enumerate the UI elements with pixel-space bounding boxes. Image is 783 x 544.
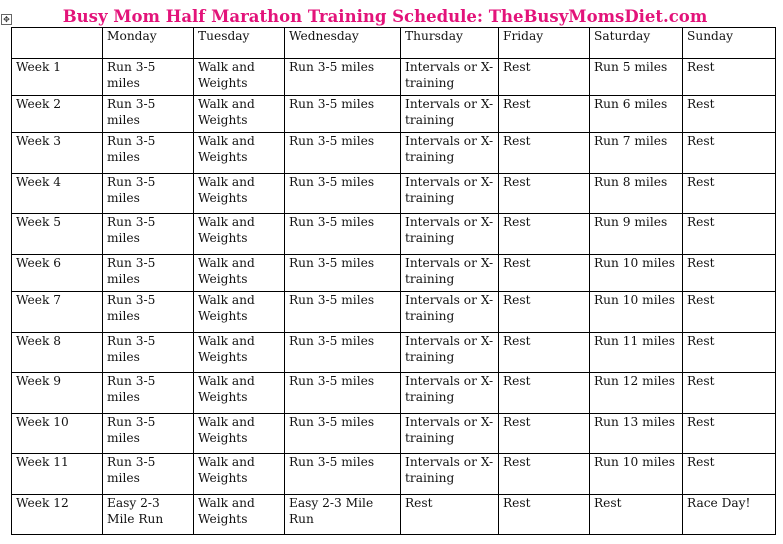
cell-monday: Run 3-5 miles <box>103 333 194 373</box>
cell-saturday: Run 10 miles <box>590 454 683 495</box>
cell-sunday: Rest <box>683 174 776 214</box>
cell-wednesday: Run 3-5 miles <box>285 214 401 255</box>
cell-thursday: Intervals or X-training <box>401 454 499 495</box>
cell-friday: Rest <box>499 495 590 535</box>
cell-saturday: Run 10 miles <box>590 255 683 292</box>
column-header-friday: Friday <box>499 28 590 59</box>
cell-sunday: Rest <box>683 59 776 96</box>
cell-tuesday: Walk and Weights <box>194 292 285 333</box>
cell-thursday: Intervals or X-training <box>401 133 499 174</box>
cell-sunday: Rest <box>683 214 776 255</box>
cell-sunday: Rest <box>683 454 776 495</box>
cell-thursday: Intervals or X-training <box>401 59 499 96</box>
header-row <box>12 28 776 59</box>
week-label-cell: Week 8 <box>12 333 103 373</box>
column-header-saturday: Saturday <box>590 28 683 59</box>
week-label-cell: Week 5 <box>12 214 103 255</box>
cell-friday: Rest <box>499 174 590 214</box>
cell-sunday: Rest <box>683 255 776 292</box>
cell-tuesday: Walk and Weights <box>194 133 285 174</box>
week-label-cell: Week 3 <box>12 133 103 174</box>
week-label-cell: Week 6 <box>12 255 103 292</box>
cell-friday: Rest <box>499 333 590 373</box>
cell-tuesday: Walk and Weights <box>194 214 285 255</box>
cell-monday: Easy 2-3 Mile Run <box>103 495 194 535</box>
cell-monday: Run 3-5 miles <box>103 255 194 292</box>
cell-tuesday: Walk and Weights <box>194 454 285 495</box>
cell-sunday: Rest <box>683 414 776 454</box>
table-row <box>12 373 776 414</box>
table-row <box>12 214 776 255</box>
training-schedule-table <box>11 27 776 535</box>
cell-sunday: Rest <box>683 373 776 414</box>
cell-monday: Run 3-5 miles <box>103 214 194 255</box>
cell-wednesday: Run 3-5 miles <box>285 174 401 214</box>
cell-monday: Run 3-5 miles <box>103 174 194 214</box>
cell-friday: Rest <box>499 414 590 454</box>
cell-friday: Rest <box>499 292 590 333</box>
table-row <box>12 59 776 96</box>
cell-thursday: Intervals or X-training <box>401 214 499 255</box>
cell-saturday: Run 6 miles <box>590 96 683 133</box>
cell-sunday: Rest <box>683 292 776 333</box>
cell-tuesday: Walk and Weights <box>194 59 285 96</box>
cell-saturday: Run 11 miles <box>590 333 683 373</box>
cell-tuesday: Walk and Weights <box>194 255 285 292</box>
column-header-tuesday: Tuesday <box>194 28 285 59</box>
cell-sunday: Rest <box>683 333 776 373</box>
schedule-body <box>12 59 776 535</box>
table-row <box>12 292 776 333</box>
cell-saturday: Run 12 miles <box>590 373 683 414</box>
cell-thursday: Intervals or X-training <box>401 373 499 414</box>
cell-saturday: Run 10 miles <box>590 292 683 333</box>
cell-tuesday: Walk and Weights <box>194 373 285 414</box>
cell-thursday: Intervals or X-training <box>401 333 499 373</box>
column-header-blank <box>12 28 103 59</box>
cell-sunday: Rest <box>683 133 776 174</box>
cell-friday: Rest <box>499 96 590 133</box>
cell-monday: Run 3-5 miles <box>103 59 194 96</box>
cell-saturday: Rest <box>590 495 683 535</box>
cell-saturday: Run 7 miles <box>590 133 683 174</box>
cell-tuesday: Walk and Weights <box>194 333 285 373</box>
column-header-monday: Monday <box>103 28 194 59</box>
cell-wednesday: Run 3-5 miles <box>285 373 401 414</box>
table-row <box>12 133 776 174</box>
table-row <box>12 333 776 373</box>
cell-thursday: Intervals or X-training <box>401 174 499 214</box>
cell-tuesday: Walk and Weights <box>194 174 285 214</box>
cell-tuesday: Walk and Weights <box>194 96 285 133</box>
cell-tuesday: Walk and Weights <box>194 414 285 454</box>
week-label-cell: Week 9 <box>12 373 103 414</box>
week-label-cell: Week 2 <box>12 96 103 133</box>
column-header-thursday: Thursday <box>401 28 499 59</box>
move-cross-icon[interactable]: ✥ <box>1 14 12 25</box>
cell-sunday: Rest <box>683 96 776 133</box>
cell-friday: Rest <box>499 373 590 414</box>
cell-monday: Run 3-5 miles <box>103 373 194 414</box>
cell-wednesday: Run 3-5 miles <box>285 255 401 292</box>
column-header-wednesday: Wednesday <box>285 28 401 59</box>
table-row <box>12 495 776 535</box>
cell-wednesday: Run 3-5 miles <box>285 333 401 373</box>
cell-friday: Rest <box>499 454 590 495</box>
cell-friday: Rest <box>499 133 590 174</box>
table-row <box>12 174 776 214</box>
cell-wednesday: Easy 2-3 Mile Run <box>285 495 401 535</box>
cell-friday: Rest <box>499 59 590 96</box>
week-label-cell: Week 4 <box>12 174 103 214</box>
week-label-cell: Week 1 <box>12 59 103 96</box>
week-label-cell: Week 11 <box>12 454 103 495</box>
cell-thursday: Intervals or X-training <box>401 292 499 333</box>
cell-monday: Run 3-5 miles <box>103 292 194 333</box>
cell-monday: Run 3-5 miles <box>103 454 194 495</box>
cell-thursday: Intervals or X-training <box>401 255 499 292</box>
week-label-cell: Week 7 <box>12 292 103 333</box>
table-row <box>12 255 776 292</box>
cell-friday: Rest <box>499 214 590 255</box>
page-title: Busy Mom Half Marathon Training Schedule: TheBusyMomsDiet.com <box>62 7 708 26</box>
cell-thursday: Intervals or X-training <box>401 96 499 133</box>
cell-saturday: Run 8 miles <box>590 174 683 214</box>
cell-friday: Rest <box>499 255 590 292</box>
cell-thursday: Intervals or X-training <box>401 414 499 454</box>
cell-saturday: Run 13 miles <box>590 414 683 454</box>
cell-wednesday: Run 3-5 miles <box>285 133 401 174</box>
cell-wednesday: Run 3-5 miles <box>285 59 401 96</box>
cell-monday: Run 3-5 miles <box>103 133 194 174</box>
table-row <box>12 454 776 495</box>
table-row <box>12 414 776 454</box>
cell-wednesday: Run 3-5 miles <box>285 414 401 454</box>
cell-saturday: Run 9 miles <box>590 214 683 255</box>
cell-wednesday: Run 3-5 miles <box>285 454 401 495</box>
week-label-cell: Week 10 <box>12 414 103 454</box>
column-header-sunday: Sunday <box>683 28 776 59</box>
cell-tuesday: Walk and Weights <box>194 495 285 535</box>
cell-sunday: Race Day! <box>683 495 776 535</box>
week-label-cell: Week 12 <box>12 495 103 535</box>
cell-wednesday: Run 3-5 miles <box>285 96 401 133</box>
cell-thursday: Rest <box>401 495 499 535</box>
cell-saturday: Run 5 miles <box>590 59 683 96</box>
cell-monday: Run 3-5 miles <box>103 414 194 454</box>
cell-monday: Run 3-5 miles <box>103 96 194 133</box>
table-row <box>12 96 776 133</box>
cell-wednesday: Run 3-5 miles <box>285 292 401 333</box>
